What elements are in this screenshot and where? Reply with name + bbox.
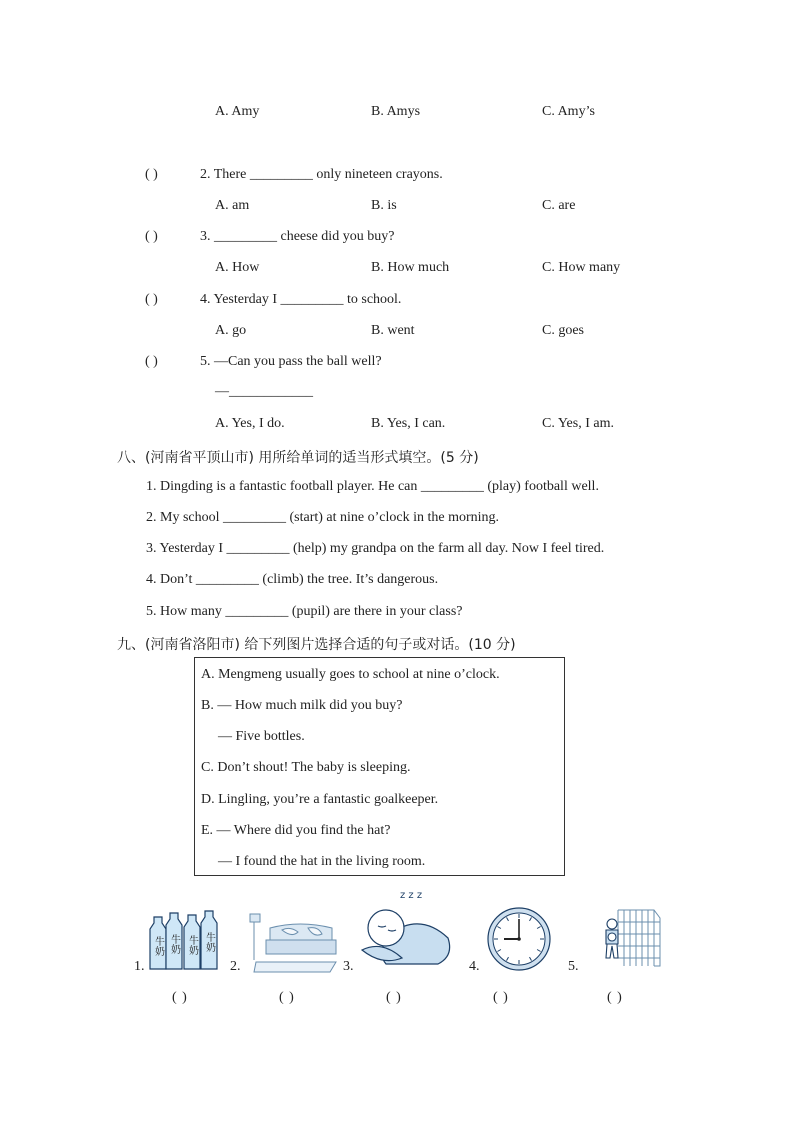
box-option-b: B. — How much milk did you buy? [201,698,403,713]
q4-option-c: C. goes [542,323,584,338]
answer-paren[interactable]: ( ) [279,990,295,1005]
answer-paren[interactable]: ( ) [145,292,158,307]
question-5: 5. —Can you pass the ball well? [200,354,382,369]
box-option-e: E. — Where did you find the hat? [201,823,391,838]
sofa-hat-icon [248,910,340,979]
q1-option-b: B. Amys [371,104,421,119]
q5-option-b: B. Yes, I can. [371,416,446,431]
goalkeeper-icon [600,902,662,975]
q5-option-a: A. Yes, I do. [215,416,285,431]
milk-bottles-icon [148,905,228,976]
answer-paren[interactable]: ( ) [493,990,509,1005]
milk-label: 牛奶 [189,936,199,957]
q2-option-b: B. is [371,198,397,213]
q3-option-c: C. How many [542,260,621,275]
answer-paren[interactable]: ( ) [145,354,158,369]
q4-option-b: B. went [371,323,415,338]
sleeping-baby-icon [360,890,458,977]
answer-paren[interactable]: ( ) [172,990,188,1005]
q1-option-c: C. Amy’s [542,104,595,119]
picture-number: 4. [469,959,480,974]
milk-label: 牛奶 [171,935,181,956]
answer-paren[interactable]: ( ) [607,990,623,1005]
question-2: 2. There _________ only nineteen crayons. [200,167,443,182]
section-8-heading: 八、(河南省平顶山市) 用所给单词的适当形式填空。(5 分) [117,450,479,466]
answer-paren[interactable]: ( ) [386,990,402,1005]
section-9-heading: 九、(河南省洛阳市) 给下列图片选择合适的句子或对话。(10 分) [117,637,516,653]
section-8-item: 3. Yesterday I _________ (help) my grandpa on the farm all day. Now I feel tired. [146,541,605,556]
answer-paren[interactable]: ( ) [145,167,158,182]
q4-option-a: A. go [215,323,247,338]
q5-answer-line[interactable]: —____________ [215,384,313,399]
section-8-item: 1. Dingding is a fantastic football player. He can _________ (play) football well. [146,479,599,494]
clock-icon [486,906,552,977]
milk-label: 牛奶 [206,933,216,954]
box-option-e-reply: — I found the hat in the living room. [218,854,426,869]
question-4: 4. Yesterday I _________ to school. [200,292,402,307]
picture-number: 3. [343,959,354,974]
q2-option-c: C. are [542,198,576,213]
section-8-item: 4. Don’t _________ (climb) the tree. It’s dangerous. [146,572,439,587]
picture-number: 5. [568,959,579,974]
q5-option-c: C. Yes, I am. [542,416,614,431]
milk-label: 牛奶 [155,937,165,958]
q3-option-b: B. How much [371,260,450,275]
zzz-text: z z z [400,890,423,901]
q1-option-a: A. Amy [215,104,260,119]
box-option-b-reply: — Five bottles. [218,729,305,744]
answer-paren[interactable]: ( ) [145,229,158,244]
box-option-d: D. Lingling, you’re a fantastic goalkeeper. [201,792,439,807]
box-option-a: A. Mengmeng usually goes to school at nine o’clock. [201,667,500,682]
q2-option-a: A. am [215,198,250,213]
box-option-c: C. Don’t shout! The baby is sleeping. [201,760,411,775]
picture-number: 2. [230,959,241,974]
picture-number: 1. [134,959,145,974]
q3-option-a: A. How [215,260,260,275]
question-3: 3. _________ cheese did you buy? [200,229,395,244]
section-8-item: 2. My school _________ (start) at nine o’clock in the morning. [146,510,500,525]
section-8-item: 5. How many _________ (pupil) are there in your class? [146,604,463,619]
